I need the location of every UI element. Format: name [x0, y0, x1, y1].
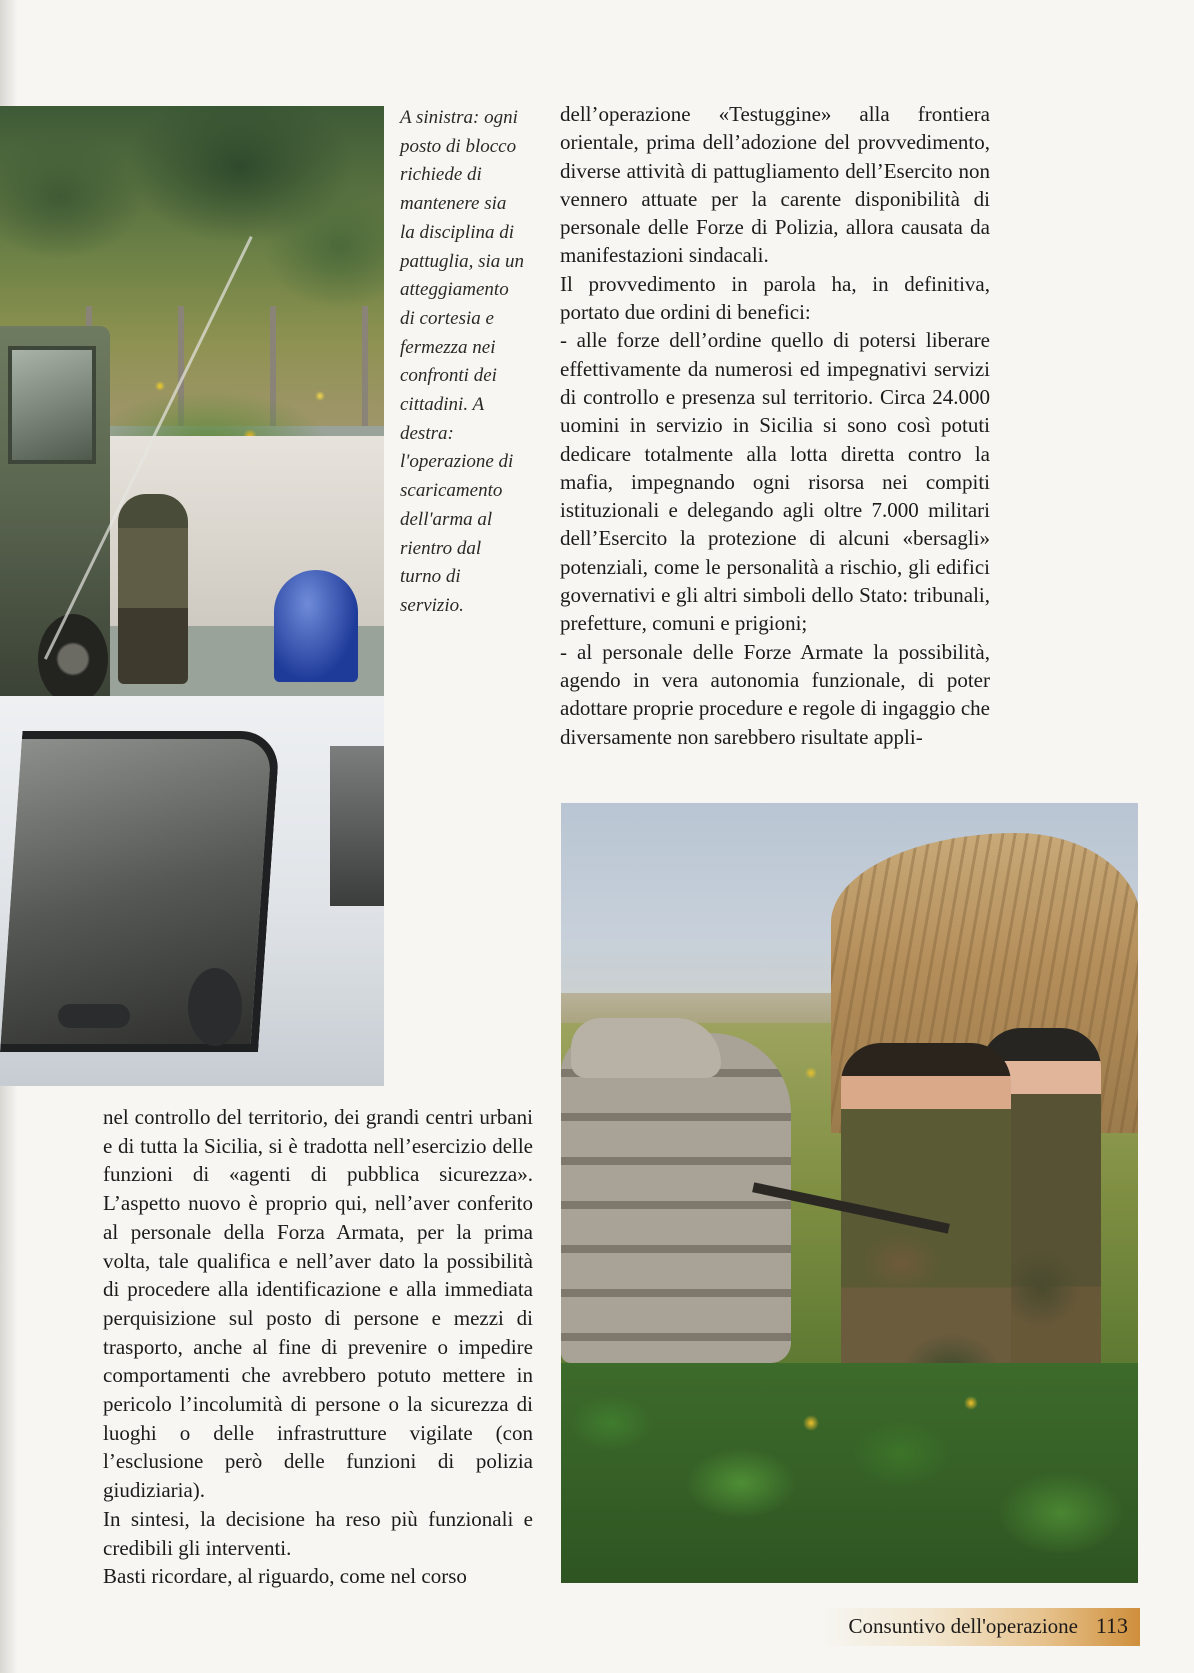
photo-truck-window [8, 346, 96, 464]
photo-car-lock [188, 968, 242, 1046]
paragraph: Basti ricordare, al riguardo, come nel corso [103, 1564, 467, 1589]
photo-car-rear-window [330, 746, 384, 906]
caption-line: A sinistra: ogni [400, 107, 518, 128]
photo-soldier [118, 494, 188, 684]
caption-line: mantenere sia [400, 193, 507, 215]
photo-foreground-plants [561, 1363, 1138, 1583]
caption-line: rientro dal [400, 537, 482, 559]
paragraph: nel controllo del territorio, dei grandi centri urbani e di tutta la Sicilia, si è tradotta nell’esercizio delle funzioni di «agenti di pubblica sicurezza». L’aspetto nuovo è proprio qui, nell’aver conferito al personale della Forza Armata, per la prima volta, tale qualifica e nell’aver dato la possibilità di procedere alla identificazione e alla immediata perquisizione sul posto di persone e mezzi di trasporto, anche al fine di prevenire o impedire comportamenti che avrebbero potuto mettere in pericolo l’incolumità di persone o la sicurezza di luoghi o delle infrastrutture vigilate (con l’esclusione però delle funzioni di polizia giudiziaria). [103, 1105, 533, 1503]
text-column-bottom [103, 1103, 533, 1591]
caption-line: turno di [400, 566, 461, 588]
caption-line: di cortesia e [400, 307, 494, 329]
caption-line: l'operazione di [400, 451, 514, 473]
paragraph: In sintesi, la decisione ha reso più funzionali e credibili gli interventi. [103, 1506, 533, 1560]
page-number: 113 [1095, 1613, 1128, 1638]
caption-line: scaricamento [400, 480, 503, 502]
caption-line: destra: [400, 422, 454, 444]
caption-line: richiede di [400, 164, 482, 186]
photo-weapon-unloading [561, 803, 1138, 1583]
text-column-right [560, 100, 990, 751]
caption-line: la disciplina di [400, 221, 514, 243]
caption-line: servizio. [400, 594, 464, 616]
caption-line: cittadini. A [400, 394, 485, 416]
photo-truck-wheel [38, 614, 108, 704]
paragraph: - al personale delle Forze Armate la possibilità, agendo in vera autonomia funzionale, di poter adottare proprie procedure e regole di ingaggio che diversamente non sarebbero risultate appli- [560, 639, 990, 749]
caption-line: dell'arma al [400, 508, 493, 530]
footer-section-title: Consuntivo dell'operazione [848, 1614, 1078, 1638]
caption-line: pattuglia, sia un [400, 250, 525, 272]
photo-police-beacon [274, 570, 358, 682]
caption-line: confronti dei [400, 365, 497, 387]
photo-car-door-handle [58, 1004, 130, 1028]
caption-line: atteggiamento [400, 279, 509, 301]
photo-sandbag-top [571, 1018, 721, 1078]
caption-line: posto di blocco [400, 135, 517, 157]
paragraph: dell’operazione «Testuggine» alla frontiera orientale, prima dell’adozione del provvedimento, diverse attività di pattugliamento dell’Esercito non vennero attuate per la carente disponibilità di personale delle Forze di Polizia, allora causata da manifestazioni sindacali. [560, 102, 990, 268]
paragraph: - alle forze dell’ordine quello di potersi liberare effettivamente da numerosi ed impegnativi servizi di controllo e presenza sul territorio. Circa 24.000 uomini in servizio in Sicilia si sono così potuti dedicare totalmente alla lotta diretta contro la mafia, impegnando ogni risorsa nei compiti istituzionali e delegando agli oltre 7.000 militari dell’Esercito la protezione di alcuni «bersagli» potenziali, come le personalità a rischio, gli edifici governativi e gli altri simboli dello Stato: tribunali, prefetture, comuni e prigioni; [560, 328, 990, 636]
photo-checkpoint [0, 106, 384, 1086]
page-footer [820, 1608, 1140, 1646]
photo-sandbags [561, 1033, 791, 1363]
photo-caption [400, 104, 550, 621]
caption-line: fermezza nei [400, 336, 496, 358]
paragraph: Il provvedimento in parola ha, in definitiva, portato due ordini di benefici: [560, 271, 990, 325]
